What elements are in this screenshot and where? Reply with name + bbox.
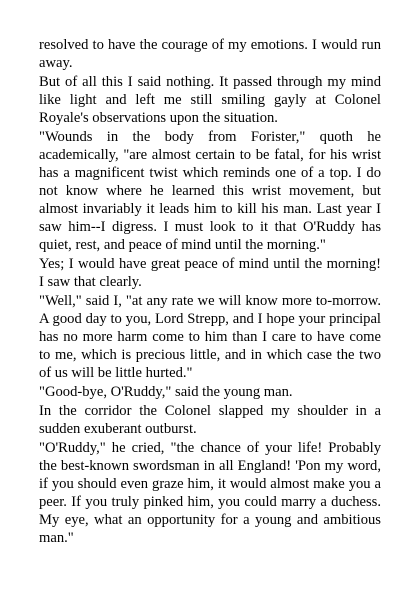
page-body <box>39 36 381 548</box>
paragraph-6: "Good-bye, O'Ruddy," said the young man. <box>39 384 293 400</box>
paragraph-2: But of all this I said nothing. It passed through my mind like light and left me still smiling gayly at Colonel Royale's observations upon the situation. <box>39 74 381 126</box>
paragraph-3: "Wounds in the body from Forister," quoth he academically, "are almost certain to be fatal, for his wrist has a magnificent twist which reminds one of a top. I do not know where he learned this wrist movement, but almost invariably it leads him to kill his man. Last year I saw him--I digress. I must look to it that O'Ruddy has quiet, rest, and peace of mind until the morning." <box>39 129 381 253</box>
paragraph-5: "Well," said I, "at any rate we will know more to-morrow. A good day to you, Lord Strepp, and I hope your principal has no more harm come to him than I care to have come to me, which is precious little, and in which case the two of us will be little hurted." <box>39 293 381 381</box>
paragraph-4: Yes; I would have great peace of mind until the morning! I saw that clearly. <box>39 256 381 290</box>
paragraph-7: In the corridor the Colonel slapped my shoulder in a sudden exuberant outburst. <box>39 403 381 437</box>
paragraph-1: resolved to have the courage of my emotions. I would run away. <box>39 37 381 71</box>
paragraph-8: "O'Ruddy," he cried, "the chance of your life! Probably the best-known swordsman in all England! 'Pon my word, if you should even graze him, it would almost make you a peer. If you truly pinked him, you could marry a duchess. My eye, what an opportunity for a young and ambitious man." <box>39 440 381 546</box>
